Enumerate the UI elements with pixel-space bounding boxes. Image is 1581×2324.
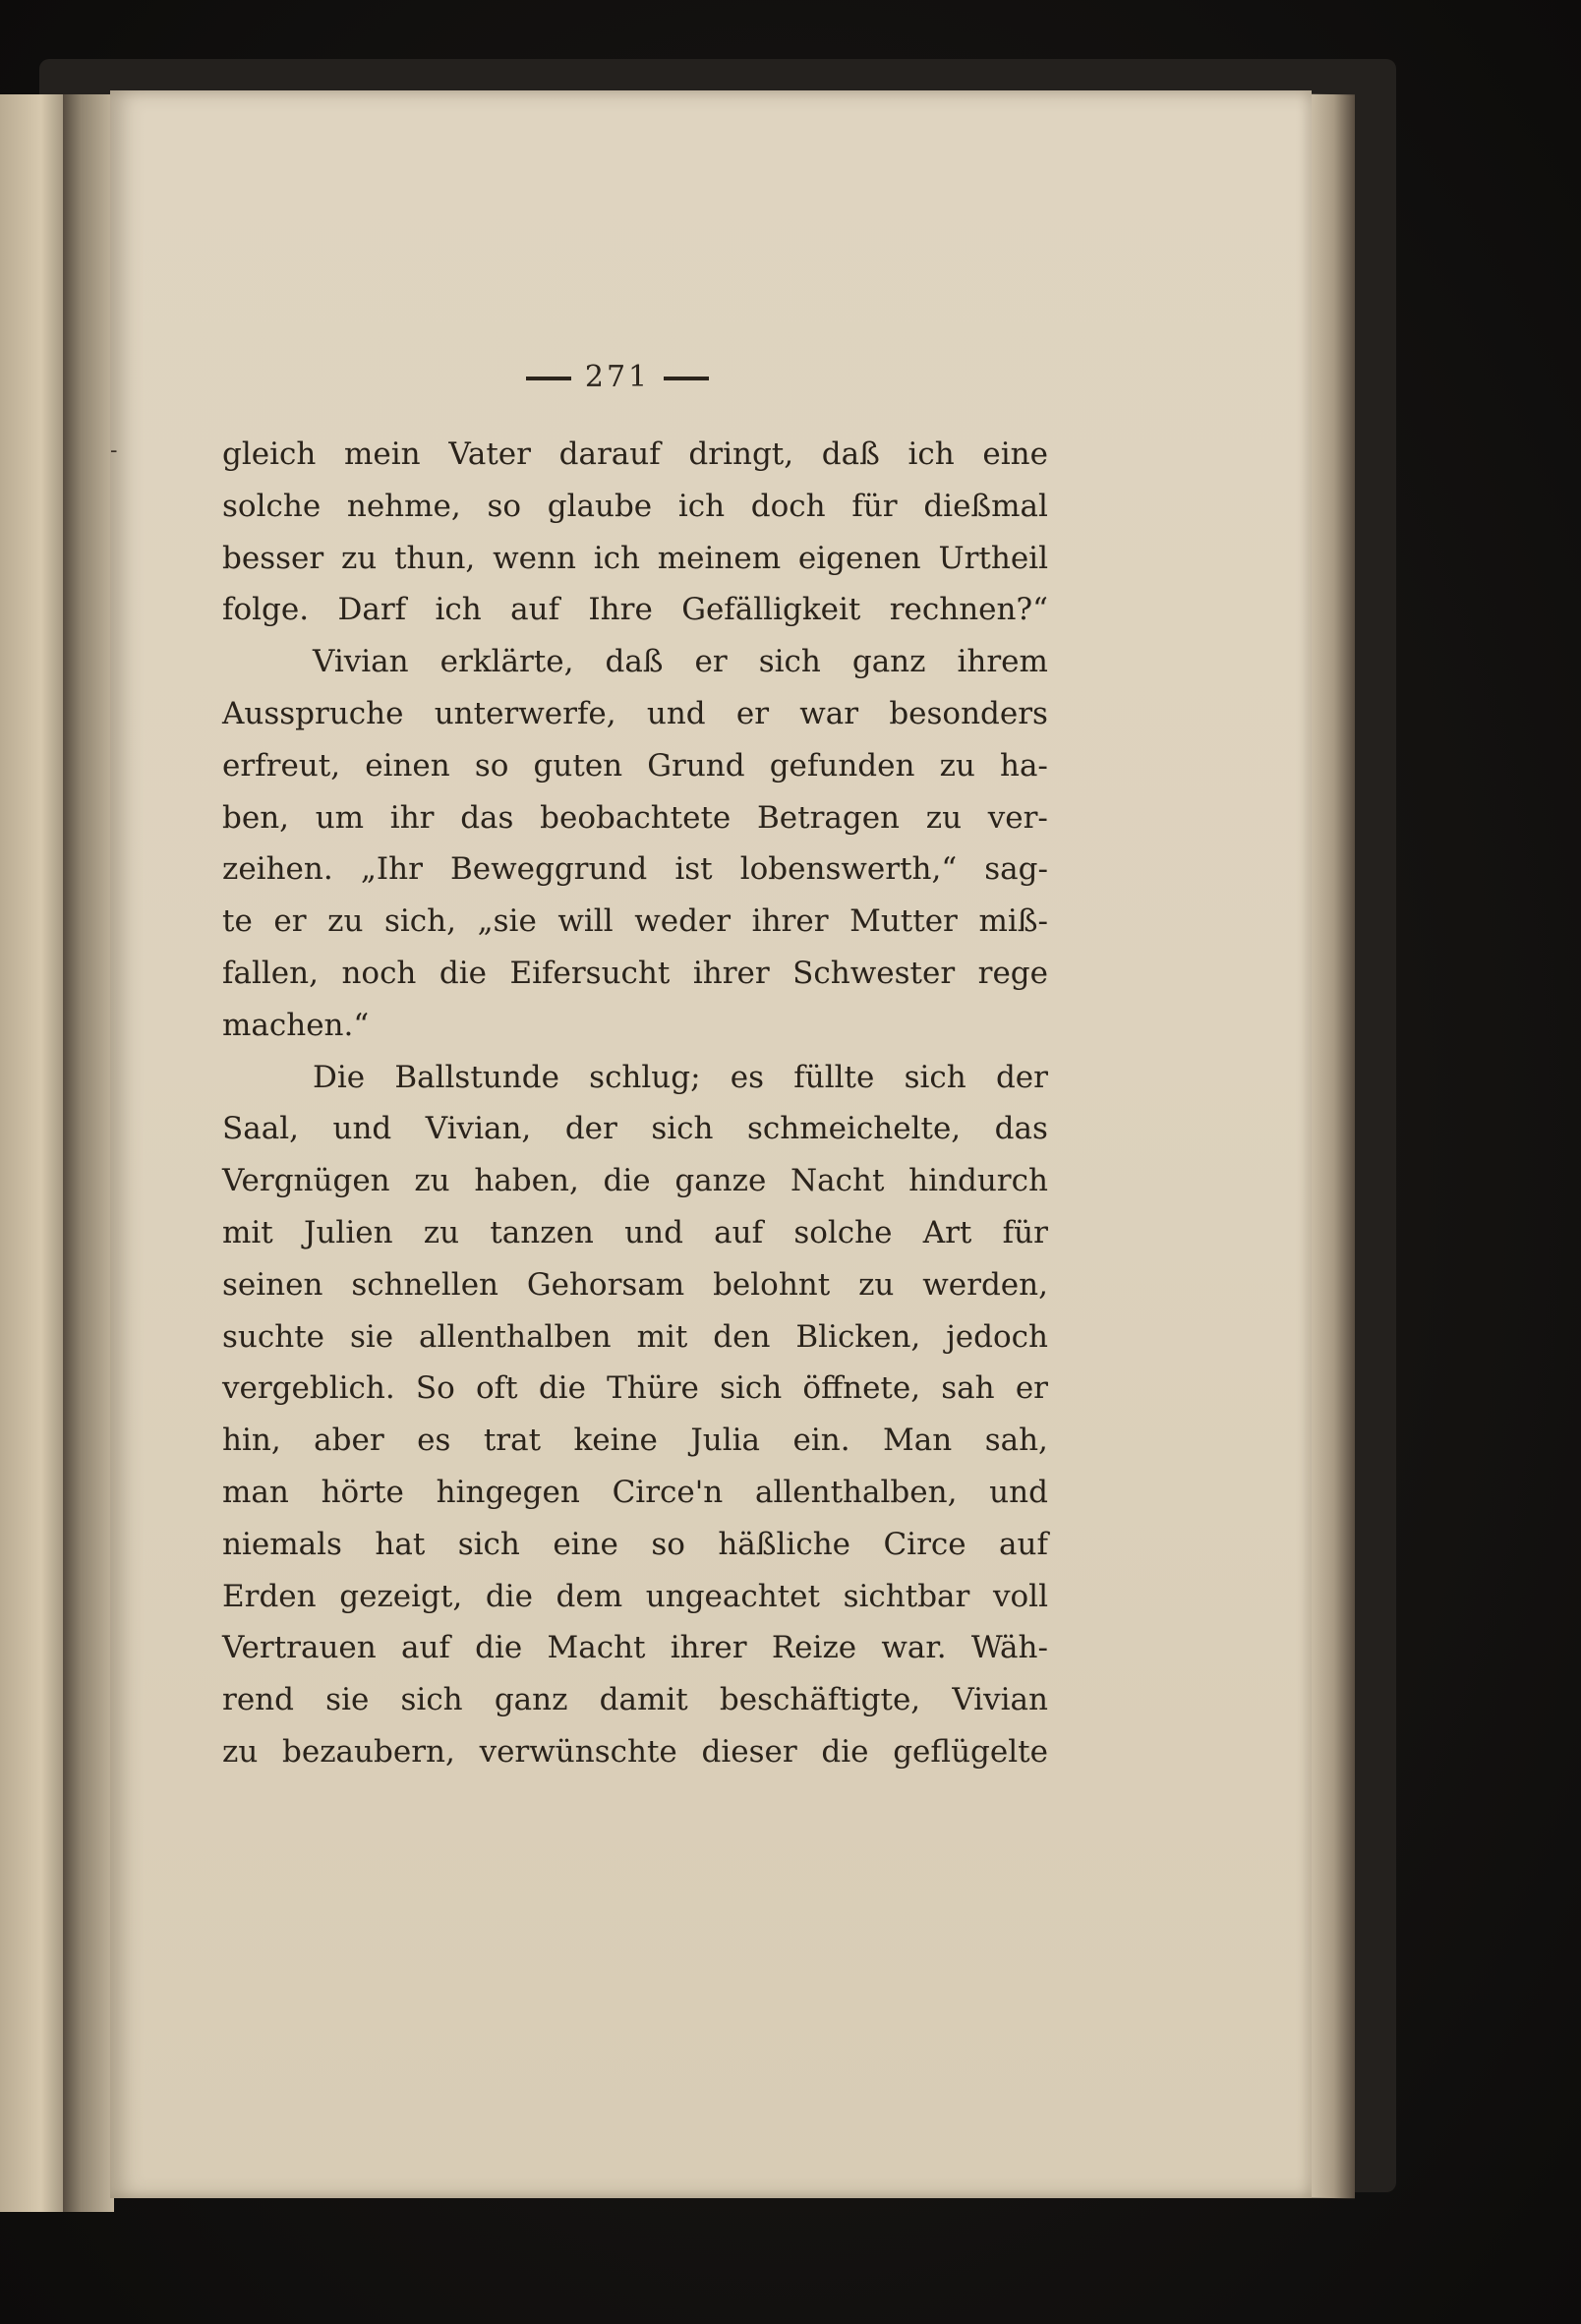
word: das bbox=[460, 799, 514, 836]
word: gleich bbox=[222, 436, 317, 472]
word: ein. bbox=[792, 1423, 850, 1459]
word: unterwerfe, bbox=[434, 695, 616, 731]
word: Julia bbox=[690, 1423, 761, 1459]
text-line bbox=[222, 1571, 1048, 1623]
word: hörte bbox=[321, 1474, 404, 1510]
word: thun, bbox=[394, 540, 476, 576]
word: Julien bbox=[304, 1214, 393, 1250]
text-line bbox=[222, 896, 1048, 948]
text-line bbox=[222, 1674, 1048, 1726]
word: wenn bbox=[493, 540, 576, 576]
word: zeihen. bbox=[222, 851, 333, 888]
word: solche bbox=[222, 488, 322, 524]
word: schnellen bbox=[351, 1266, 498, 1303]
word: es bbox=[730, 1059, 765, 1095]
word: damit bbox=[599, 1682, 688, 1718]
word: haben, bbox=[474, 1163, 579, 1199]
word: sich bbox=[758, 644, 821, 680]
word: Wäh- bbox=[970, 1630, 1048, 1666]
word: gefunden bbox=[769, 747, 915, 784]
word: schmeichelte, bbox=[747, 1111, 962, 1147]
word: Urtheil bbox=[938, 540, 1048, 576]
word: bezaubern, bbox=[282, 1733, 455, 1770]
word: Macht bbox=[547, 1630, 646, 1666]
word: sie bbox=[349, 1318, 394, 1355]
word: guten bbox=[533, 747, 623, 784]
word: jedoch bbox=[946, 1318, 1048, 1355]
word: rechnen?“ bbox=[889, 592, 1048, 628]
word: miß- bbox=[978, 903, 1048, 940]
text-line bbox=[222, 1155, 1048, 1207]
word: ihrer bbox=[751, 903, 829, 940]
word: machen.“ bbox=[222, 1007, 370, 1043]
header-dash-left bbox=[526, 377, 571, 380]
word: hingegen bbox=[436, 1474, 580, 1510]
word: auf bbox=[510, 592, 560, 628]
text-line bbox=[222, 1000, 1048, 1052]
word: für bbox=[851, 488, 898, 524]
word: mein bbox=[344, 436, 421, 472]
text-line bbox=[222, 1726, 1048, 1778]
text-line bbox=[222, 1259, 1048, 1311]
page-body-text bbox=[222, 429, 1048, 1778]
page-number: 271 bbox=[584, 360, 651, 394]
word: meinem bbox=[657, 540, 782, 576]
word: ich bbox=[435, 592, 482, 628]
word: vergeblich. bbox=[222, 1370, 395, 1407]
word: lobenswerth,“ bbox=[739, 851, 958, 888]
page-edge bbox=[1308, 94, 1355, 2199]
word: Betragen bbox=[756, 799, 901, 836]
word: Circe bbox=[883, 1526, 966, 1562]
word: und bbox=[332, 1111, 392, 1147]
word: Schwester bbox=[792, 955, 956, 991]
word: eine bbox=[982, 436, 1048, 472]
word: Saal, bbox=[222, 1111, 299, 1147]
word: eine bbox=[553, 1526, 618, 1562]
word: Art bbox=[922, 1214, 972, 1250]
text-line bbox=[222, 1207, 1048, 1259]
word: ganz bbox=[494, 1682, 568, 1718]
word: um bbox=[315, 799, 365, 836]
word: eigenen bbox=[797, 540, 921, 576]
word: ihrer bbox=[692, 955, 770, 991]
word: sah bbox=[941, 1370, 995, 1407]
word: nehme, bbox=[346, 488, 461, 524]
word: rege bbox=[977, 955, 1048, 991]
word: „sie bbox=[477, 903, 537, 940]
word: solche bbox=[793, 1214, 893, 1250]
word: so bbox=[487, 488, 522, 524]
word: er bbox=[694, 644, 728, 680]
text-line bbox=[222, 584, 1048, 636]
word: für bbox=[1002, 1214, 1048, 1250]
word: der bbox=[995, 1059, 1048, 1095]
word: zu bbox=[222, 1733, 259, 1770]
word: trat bbox=[483, 1423, 542, 1459]
word: Thüre bbox=[607, 1370, 699, 1407]
word: Grund bbox=[647, 747, 745, 784]
text-line bbox=[222, 1052, 1048, 1104]
word: ganz bbox=[851, 644, 926, 680]
word: einen bbox=[365, 747, 450, 784]
word: ist bbox=[674, 851, 713, 888]
text-line bbox=[222, 481, 1048, 533]
word: Beweggrund bbox=[449, 851, 648, 888]
word: auf bbox=[714, 1214, 764, 1250]
word: so bbox=[474, 747, 509, 784]
word: Eifersucht bbox=[509, 955, 671, 991]
word: Man bbox=[883, 1423, 953, 1459]
word: keine bbox=[573, 1423, 658, 1459]
word: und bbox=[989, 1474, 1048, 1510]
word: werden, bbox=[922, 1266, 1048, 1303]
word: Gefälligkeit bbox=[681, 592, 861, 628]
word: ich bbox=[677, 488, 726, 524]
word: zu bbox=[327, 903, 364, 940]
word: die bbox=[603, 1163, 651, 1199]
word: zu bbox=[340, 540, 378, 576]
word: man bbox=[222, 1474, 289, 1510]
word: erfreut, bbox=[222, 747, 341, 784]
word: hin, bbox=[222, 1423, 281, 1459]
word: dießmal bbox=[923, 488, 1048, 524]
word: den bbox=[713, 1318, 771, 1355]
text-line bbox=[222, 1622, 1048, 1674]
book-gutter bbox=[63, 94, 114, 2212]
word: er bbox=[273, 903, 307, 940]
word: darauf bbox=[558, 436, 661, 472]
word: sich bbox=[720, 1370, 783, 1407]
text-line bbox=[222, 843, 1048, 896]
text-line bbox=[222, 1467, 1048, 1519]
word: ihrem bbox=[957, 644, 1048, 680]
word: auf bbox=[400, 1630, 450, 1666]
text-line bbox=[222, 1363, 1048, 1415]
word: Ausspruche bbox=[222, 695, 404, 731]
word: niemals bbox=[222, 1526, 342, 1562]
word: Mutter bbox=[849, 903, 958, 940]
word: ganze bbox=[674, 1163, 767, 1199]
word: allenthalben bbox=[419, 1318, 612, 1355]
word: gezeigt, bbox=[339, 1578, 463, 1614]
word: mit bbox=[222, 1214, 273, 1250]
word: sah, bbox=[984, 1423, 1048, 1459]
word: suchte bbox=[222, 1318, 325, 1355]
word: besonders bbox=[889, 695, 1048, 731]
word: ha- bbox=[999, 747, 1048, 784]
word: sich bbox=[651, 1111, 714, 1147]
text-line bbox=[222, 533, 1048, 585]
word: sie bbox=[325, 1682, 370, 1718]
word: und bbox=[646, 695, 706, 731]
word: oft bbox=[476, 1370, 518, 1407]
word: geflügelte bbox=[893, 1733, 1048, 1770]
word: sich, bbox=[383, 903, 456, 940]
word: daß bbox=[605, 644, 664, 680]
word: Ballstunde bbox=[394, 1059, 559, 1095]
word: sag- bbox=[984, 851, 1048, 888]
word: die bbox=[821, 1733, 869, 1770]
word: zu bbox=[423, 1214, 460, 1250]
word: Reize bbox=[771, 1630, 857, 1666]
word: schlug; bbox=[589, 1059, 701, 1095]
text-line bbox=[222, 636, 1048, 688]
word: Vivian bbox=[313, 644, 409, 680]
word: Ihre bbox=[588, 592, 653, 628]
word: häßliche bbox=[718, 1526, 850, 1562]
word: Erden bbox=[222, 1578, 317, 1614]
word: ver- bbox=[987, 799, 1048, 836]
word: zu bbox=[939, 747, 975, 784]
word: sich bbox=[904, 1059, 966, 1095]
word: ich bbox=[908, 436, 955, 472]
word: te bbox=[222, 903, 253, 940]
word: die bbox=[485, 1578, 533, 1614]
word: Circe'n bbox=[612, 1474, 724, 1510]
word: es bbox=[417, 1423, 451, 1459]
text-line bbox=[222, 948, 1048, 1000]
word: hat bbox=[375, 1526, 426, 1562]
word: erklärte, bbox=[439, 644, 574, 680]
word: war. bbox=[881, 1630, 947, 1666]
header-dash-right bbox=[664, 377, 709, 380]
text-line bbox=[222, 1415, 1048, 1467]
word: zu bbox=[925, 799, 963, 836]
word: der bbox=[564, 1111, 617, 1147]
word: die bbox=[439, 955, 487, 991]
word: füllte bbox=[793, 1059, 875, 1095]
word: Darf bbox=[337, 592, 407, 628]
text-line bbox=[222, 1519, 1048, 1571]
word: voll bbox=[992, 1578, 1048, 1614]
word: sichtbar bbox=[843, 1578, 970, 1614]
word: Blicken, bbox=[795, 1318, 921, 1355]
word: die bbox=[475, 1630, 523, 1666]
word: hindurch bbox=[908, 1163, 1048, 1199]
word: und bbox=[624, 1214, 683, 1250]
word: Nacht bbox=[790, 1163, 885, 1199]
word: zu bbox=[414, 1163, 450, 1199]
text-line bbox=[222, 1103, 1048, 1155]
word: er bbox=[1015, 1370, 1048, 1407]
word: dem bbox=[556, 1578, 623, 1614]
word: folge. bbox=[222, 592, 310, 628]
word: war bbox=[799, 695, 859, 731]
word: Vater bbox=[448, 436, 531, 472]
text-line bbox=[222, 740, 1048, 792]
text-line bbox=[222, 1311, 1048, 1364]
word: fallen, bbox=[222, 955, 319, 991]
word: noch bbox=[341, 955, 417, 991]
word: dieser bbox=[701, 1733, 797, 1770]
word: will bbox=[557, 903, 614, 940]
word: dringt, bbox=[688, 436, 794, 472]
word: Vivian, bbox=[425, 1111, 532, 1147]
margin-mark: - bbox=[110, 438, 118, 463]
word: aber bbox=[314, 1423, 384, 1459]
word: beobachtete bbox=[540, 799, 732, 836]
word: glaube bbox=[547, 488, 653, 524]
word: sich bbox=[457, 1526, 520, 1562]
word: die bbox=[538, 1370, 586, 1407]
word: zu bbox=[858, 1266, 895, 1303]
word: daß bbox=[821, 436, 880, 472]
word: sich bbox=[400, 1682, 463, 1718]
word: ich bbox=[593, 540, 640, 576]
word: besser bbox=[222, 540, 324, 576]
word: Vivian bbox=[952, 1682, 1048, 1718]
text-line bbox=[222, 429, 1048, 481]
word: doch bbox=[750, 488, 826, 524]
word: seinen bbox=[222, 1266, 323, 1303]
word: auf bbox=[999, 1526, 1048, 1562]
word: verwünschte bbox=[479, 1733, 677, 1770]
word: Die bbox=[313, 1059, 366, 1095]
word: Gehorsam bbox=[526, 1266, 685, 1303]
word: tanzen bbox=[490, 1214, 594, 1250]
word: er bbox=[735, 695, 770, 731]
word: rend bbox=[222, 1682, 294, 1718]
left-facing-page bbox=[0, 94, 63, 2212]
word: „Ihr bbox=[360, 851, 423, 888]
word: das bbox=[994, 1111, 1048, 1147]
text-line bbox=[222, 792, 1048, 844]
word: öffnete, bbox=[802, 1370, 921, 1407]
word: beschäftigte, bbox=[719, 1682, 921, 1718]
word: Vertrauen bbox=[222, 1630, 377, 1666]
word: allenthalben, bbox=[754, 1474, 958, 1510]
word: Vergnügen bbox=[222, 1163, 390, 1199]
word: ben, bbox=[222, 799, 290, 836]
word: belohnt bbox=[713, 1266, 831, 1303]
text-line bbox=[222, 688, 1048, 740]
word: weder bbox=[634, 903, 732, 940]
word: ungeachtet bbox=[645, 1578, 820, 1614]
word: So bbox=[415, 1370, 455, 1407]
word: so bbox=[651, 1526, 685, 1562]
word: ihr bbox=[389, 799, 435, 836]
word: mit bbox=[636, 1318, 688, 1355]
word: ihrer bbox=[670, 1630, 747, 1666]
page-header bbox=[499, 360, 735, 403]
